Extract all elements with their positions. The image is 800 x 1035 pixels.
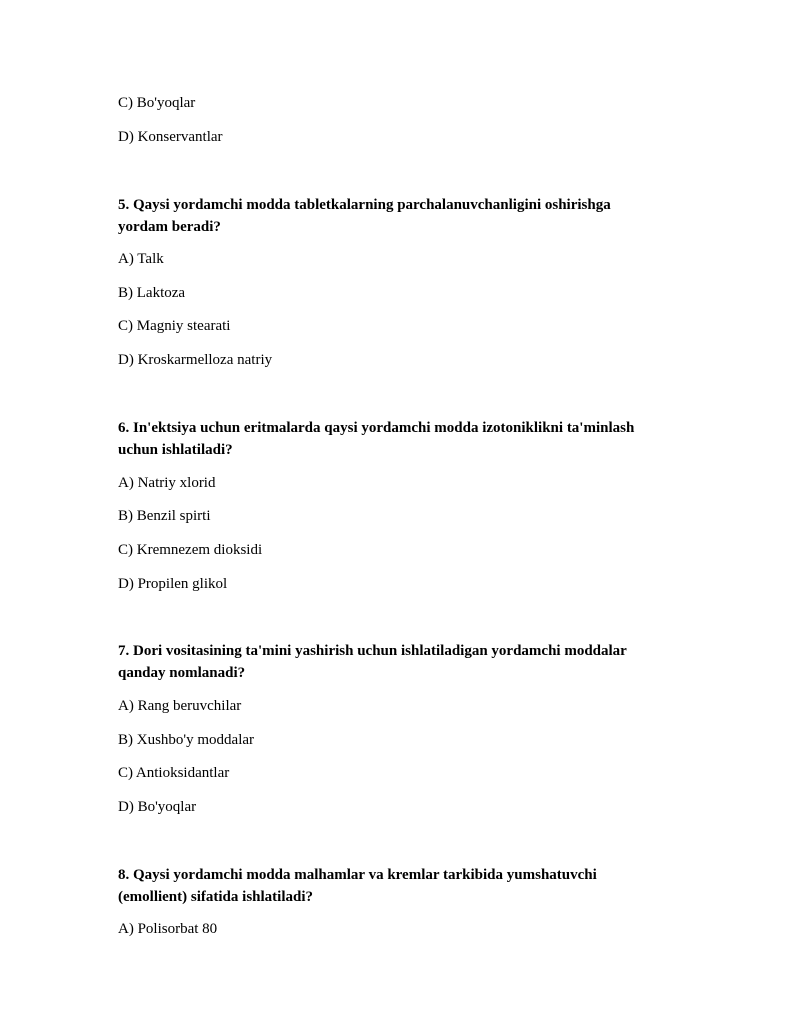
question-6-option-d: D) Propilen glikol <box>118 576 228 592</box>
question-5-line-2: yordam beradi? <box>118 219 221 235</box>
question-5-option-a: A) Talk <box>118 251 164 267</box>
question-8-option-a: A) Polisorbat 80 <box>118 921 218 937</box>
question-5-option-b: B) Laktoza <box>118 285 186 301</box>
question-7-option-d: D) Bo'yoqlar <box>118 799 197 815</box>
question-6-option-a: A) Natriy xlorid <box>118 475 216 491</box>
question-7-option-b: B) Xushbo'y moddalar <box>118 732 255 748</box>
question-7-line-1: 7. Dori vositasining ta'mini yashirish uchun ishlatiladigan yordamchi moddalar <box>118 643 627 659</box>
question-6-option-b: B) Benzil spirti <box>118 508 211 524</box>
question-5-option-c: C) Magniy stearati <box>118 318 231 334</box>
question-8-line-1: 8. Qaysi yordamchi modda malhamlar va kremlar tarkibida yumshatuvchi <box>118 867 597 883</box>
question-6-line-1: 6. In'ektsiya uchun eritmalarda qaysi yordamchi modda izotoniklikni ta'minlash <box>118 420 635 436</box>
question-7-option-c: C) Antioksidantlar <box>118 765 230 781</box>
question-5-line-1: 5. Qaysi yordamchi modda tabletkalarning parchalanuvchanligini oshirishga <box>118 197 611 213</box>
option-c-prev: C) Bo'yoqlar <box>118 95 196 111</box>
option-d-prev: D) Konservantlar <box>118 129 223 145</box>
question-8-line-2: (emollient) sifatida ishlatiladi? <box>118 889 313 905</box>
question-5-option-d: D) Kroskarmelloza natriy <box>118 352 273 368</box>
question-7-line-2: qanday nomlanadi? <box>118 665 246 681</box>
question-6-line-2: uchun ishlatiladi? <box>118 442 233 458</box>
question-7-option-a: A) Rang beruvchilar <box>118 698 242 714</box>
question-6-option-c: C) Kremnezem dioksidi <box>118 542 263 558</box>
